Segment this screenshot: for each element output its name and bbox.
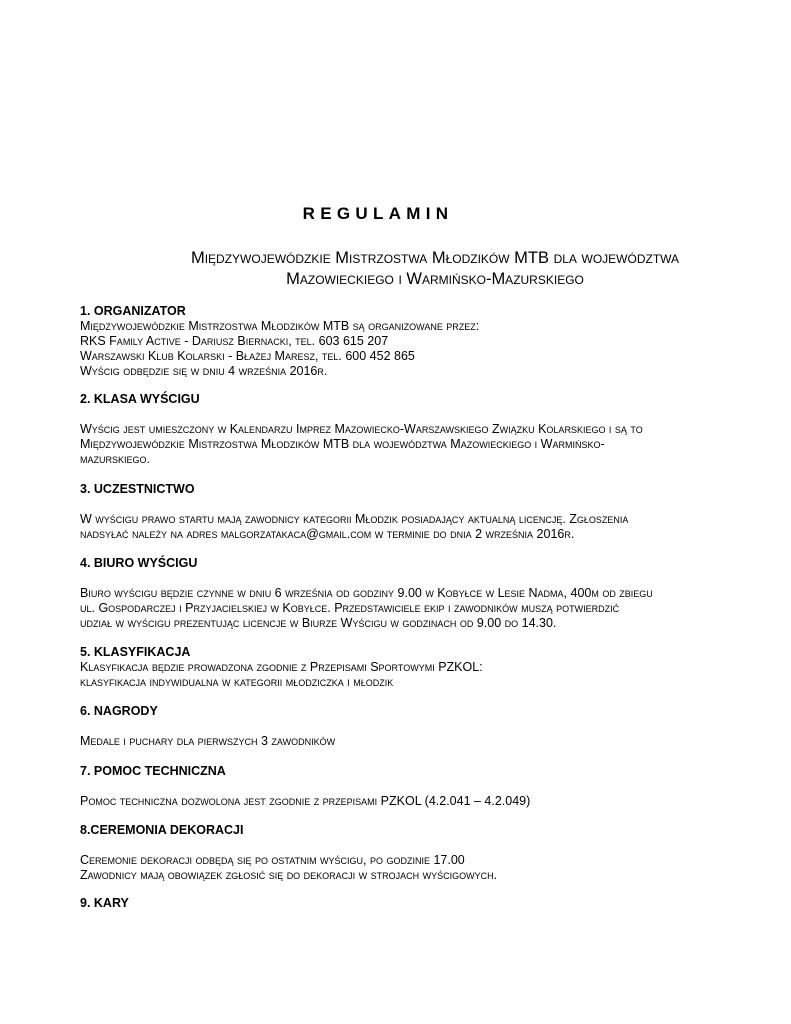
section-kary (80, 896, 780, 911)
subtitle-line: Mazowieckiego i Warmińsko-Mazurskiego (286, 270, 584, 288)
section-heading: 6. NAGRODY (80, 704, 158, 718)
section-heading: 8.CEREMONIA DEKORACJI (80, 823, 244, 837)
section-heading: 4. BIURO WYŚCIGU (80, 556, 198, 570)
section-line: Warszawski Klub Kolarski - Błażej Maresz, tel. 600 452 865 (80, 349, 415, 363)
section-klasyfikacja (80, 645, 780, 690)
section-line: Klasyfikacja będzie prowadzona zgodnie z Przepisami Sportowymi PZKOL: (80, 660, 483, 674)
section-uczestnictwo (80, 482, 780, 542)
document-title: REGULAMIN (302, 204, 454, 223)
section-line: ul. Gospodarczej i Przyjacielskiej w Kobyłce. Przedstawiciele ekip i zawodników muszą potwierdzić (80, 601, 620, 615)
section-line: Międzywojewódzkie Mistrzostwa Młodzików MTB dla województwa Mazowieckiego i Warmińsko- (80, 437, 605, 451)
section-ceremonia-dekoracji (80, 823, 780, 883)
document-subtitle (80, 248, 790, 290)
section-line: klasyfikacja indywidualna w kategorii młodziczka i młodzik (80, 675, 394, 689)
section-heading: 9. KARY (80, 896, 129, 910)
section-heading: 3. UCZESTNICTWO (80, 482, 195, 496)
subtitle-line: Międzywojewódzkie Mistrzostwa Młodzików MTB dla województwa (190, 249, 680, 267)
section-line: Medale i puchary dla pierwszych 3 zawodników (80, 734, 336, 748)
section-line: mazurskiego. (80, 452, 150, 466)
section-line: W wyścigu prawo startu mają zawodnicy kategorii Młodzik posiadający aktualną licencję. Zgłoszenia (80, 512, 629, 526)
section-line: Biuro wyścigu będzie czynne w dniu 6 września od godziny 9.00 w Kobyłce w Lesie Nadma, 400m od zbiegu (80, 586, 653, 600)
section-pomoc-techniczna (80, 764, 780, 809)
section-heading: 1. ORGANIZATOR (80, 304, 186, 318)
section-line: Zawodnicy mają obowiązek zgłosić się do dekoracji w strojach wyścigowych. (80, 868, 498, 882)
section-klasa-wyscigu (80, 392, 780, 467)
section-line: nadsyłać należy na adres malgorzatakaca@gmail.com w terminie do dnia 2 września 2016r. (80, 527, 575, 541)
section-heading: 5. KLASYFIKACJA (80, 645, 191, 659)
section-line: udział w wyścigu prezentując licencje w Biurze Wyścigu w godzinach od 9.00 do 14.30. (80, 616, 557, 630)
section-line: Wyścig odbędzie się w dniu 4 września 2016r. (80, 364, 328, 378)
section-line: Wyścig jest umieszczony w Kalendarzu Imprez Mazowiecko-Warszawskiego Związku Kolarskiego i są to (80, 422, 643, 436)
section-line: Ceremonie dekoracji odbędą się po ostatnim wyścigu, po godzinie 17.00 (80, 853, 465, 867)
section-line: RKS Family Active - Dariusz Biernacki, tel. 603 615 207 (80, 334, 389, 348)
section-heading: 2. KLASA WYŚCIGU (80, 392, 200, 406)
section-nagrody (80, 704, 780, 749)
section-biuro-wyscigu (80, 556, 780, 631)
section-organizator (80, 304, 780, 379)
section-line: Międzywojewódzkie Mistrzostwa Młodzików MTB są organizowane przez: (80, 319, 480, 333)
section-heading: 7. POMOC TECHNICZNA (80, 764, 226, 778)
section-line: Pomoc techniczna dozwolona jest zgodnie z przepisami PZKOL (4.2.041 – 4.2.049) (80, 794, 531, 808)
